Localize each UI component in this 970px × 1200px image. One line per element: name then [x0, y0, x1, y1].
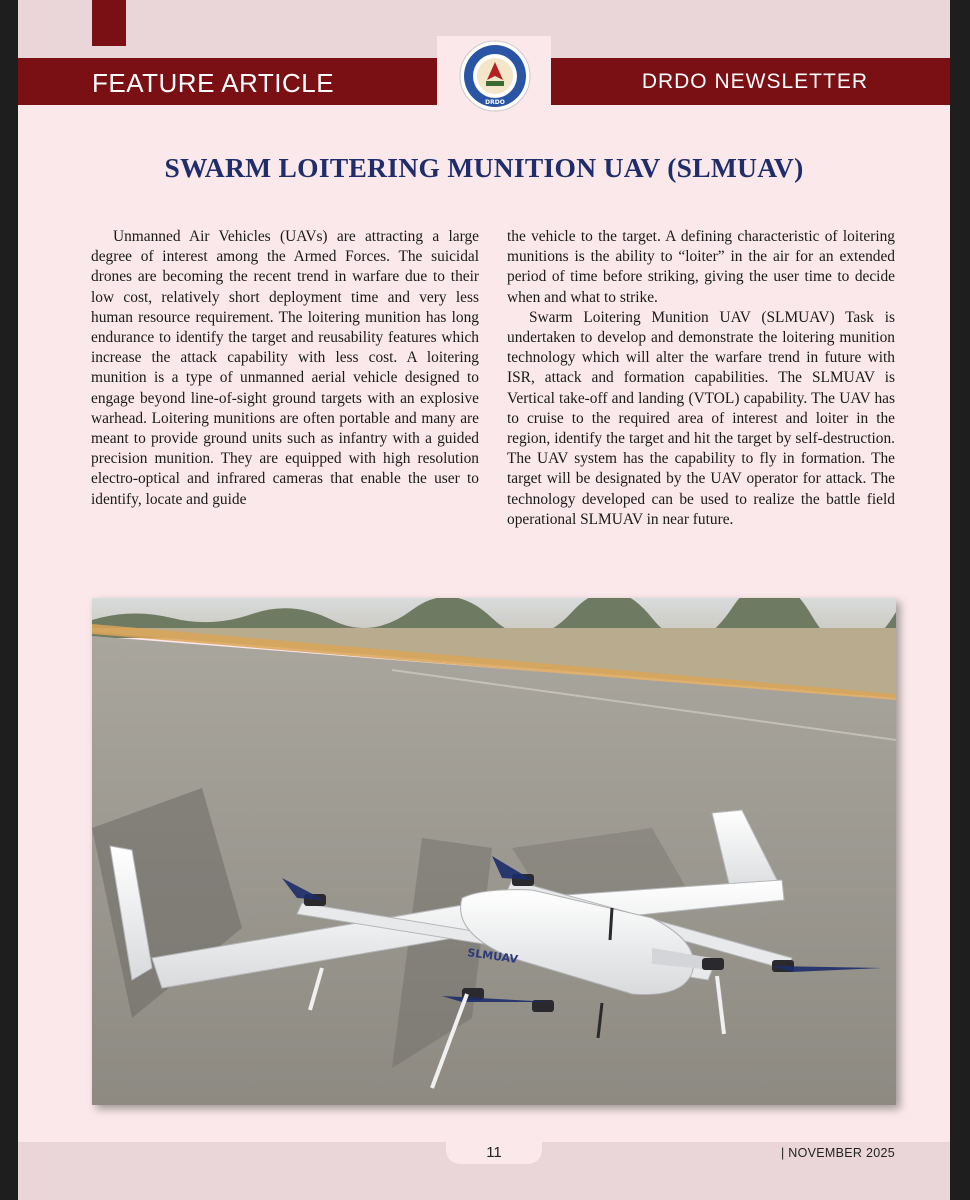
drdo-emblem-icon: [459, 40, 531, 112]
section-label: FEATURE ARTICLE: [92, 68, 335, 98]
right-paragraph-continued: the vehicle to the target. A defining characteristic of loitering munitions is the ability to “loiter” in the air for an extended period of time before striking, giving the user time to decide when and what to strike.: [507, 228, 895, 306]
page-number: 11: [486, 1144, 502, 1161]
uav-photo: [92, 598, 896, 1105]
left-column: [91, 227, 479, 510]
right-column: [507, 227, 895, 530]
right-paragraph-2: Swarm Loitering Munition UAV (SLMUAV) Task is undertaken to develop and demonstrate the loitering munition technology which will alter the warfare trend in future with ISR, attack and formation capabilities. The SLMUAV is Vertical take-off and landing (VTOL) capability. The UAV has to cruise to the required area of interest and loiter in the region, identify the target and hit the target by self-destruction. The UAV system has the capability to fly in formation. The target will be designated by the UAV operator for attack. The technology developed can be used to realize the battle field operational SLMUAV in near future.: [507, 308, 895, 528]
issue-date: | NOVEMBER 2025: [780, 1146, 895, 1160]
left-paragraph: Unmanned Air Vehicles (UAVs) are attracting a large degree of interest among the Armed Forces. The suicidal drones are becoming the recent trend in warfare due to their low cost, relatively short deployment time and very less human resource requirement. The loitering munition has long endurance to identify the target and reusability features which increase the attack capability with less cost. A loitering munition is a type of unmanned aerial vehicle designed to engage beyond line-of-sight ground targets with an explosive warhead. Loitering munitions are often portable and many are meant to provide ground units such as infantry with a guided precision munition. They are equipped with high resolution electro-optical and infrared cameras that enable the user to identify, locate and guide: [91, 228, 479, 508]
logo-text: DRDO: [485, 99, 505, 106]
newsletter-page: [18, 0, 950, 1200]
article-title: SWARM LOITERING MUNITION UAV (SLMUAV): [164, 152, 804, 183]
publication-name: DRDO NEWSLETTER: [641, 70, 868, 93]
corner-accent: [92, 0, 126, 46]
fuselage-label: SLMUAV: [466, 946, 519, 967]
page-footer: [18, 1142, 950, 1200]
